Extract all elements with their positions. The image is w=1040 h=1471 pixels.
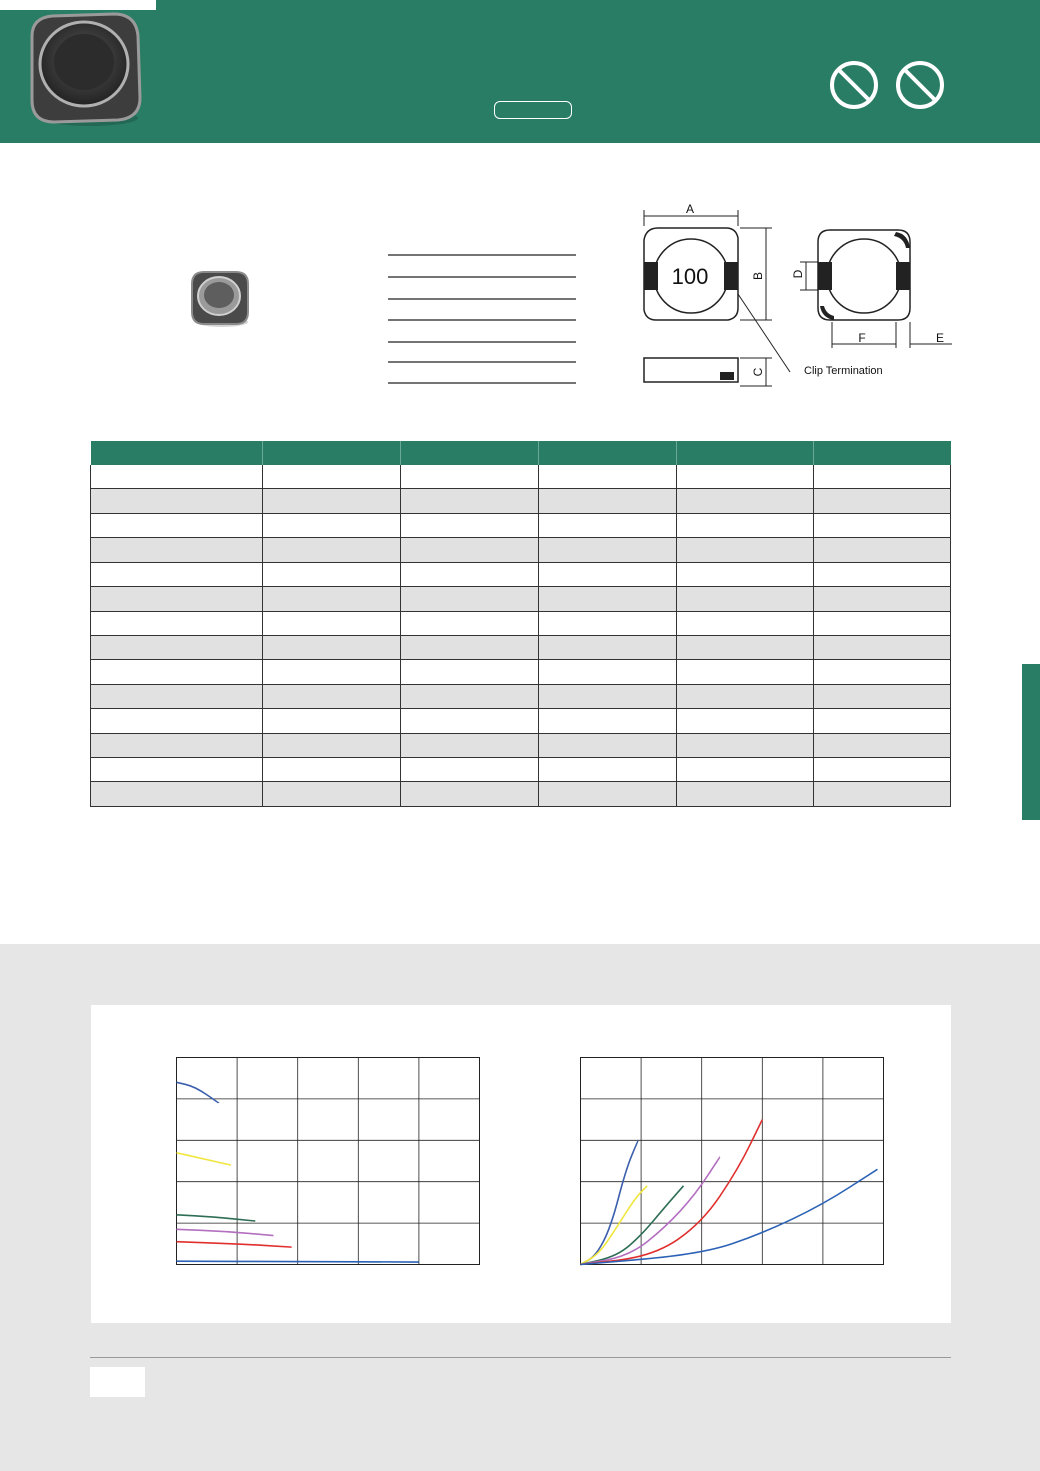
- header-band: [0, 0, 1040, 143]
- table-row: [91, 758, 951, 782]
- spec-lines: [388, 250, 578, 386]
- table-row: [91, 782, 951, 807]
- series-line-2: [177, 1153, 232, 1165]
- chart-panel: [91, 1005, 951, 1323]
- inductor-photo-large: [18, 6, 148, 130]
- marking-text: 100: [671, 264, 709, 289]
- compliance-icons: [828, 60, 950, 112]
- no-symbol-icon: [898, 63, 942, 107]
- table-header-row: [91, 441, 951, 465]
- series-line-5: [177, 1242, 292, 1247]
- chart-frame: [581, 1058, 884, 1265]
- table-header-cell: [677, 441, 814, 465]
- dim-b-label: B: [751, 271, 765, 281]
- series-line-6: [177, 1261, 419, 1262]
- dim-d-label: D: [791, 269, 805, 279]
- table-header-cell: [401, 441, 539, 465]
- clip-termination-label: Clip Termination: [804, 365, 883, 377]
- dimension-drawing: [630, 196, 960, 396]
- table-header-cell: [539, 441, 677, 465]
- table-row: [91, 465, 951, 489]
- table-row: [91, 489, 951, 513]
- table-row: [91, 611, 951, 635]
- series-line-1: [177, 1082, 219, 1103]
- table-header-cell: [814, 441, 951, 465]
- inductor-photo-small: [186, 268, 252, 330]
- page-number-tag: [90, 1367, 145, 1397]
- dim-a-label: A: [685, 202, 695, 216]
- series-line-4: [177, 1229, 274, 1235]
- table-row: [91, 684, 951, 708]
- table-row: [91, 733, 951, 757]
- series-line-3: [177, 1215, 256, 1221]
- side-section-tab: [1022, 664, 1040, 820]
- dim-f-label: F: [858, 331, 866, 345]
- table-header-cell: [263, 441, 401, 465]
- table-row: [91, 660, 951, 684]
- table-row: [91, 562, 951, 586]
- series-line-2: [581, 1186, 648, 1265]
- table-row: [91, 709, 951, 733]
- table-row: [91, 635, 951, 659]
- table-row: [91, 513, 951, 537]
- chart-right: [579, 1056, 885, 1266]
- table-row: [91, 587, 951, 611]
- dim-c-label: C: [751, 367, 765, 377]
- table-row: [91, 538, 951, 562]
- series-pill: [494, 101, 572, 119]
- dim-e-label: E: [935, 331, 945, 345]
- spec-table: [90, 441, 951, 807]
- footer-rule: [90, 1357, 951, 1358]
- chart-frame: [177, 1058, 480, 1265]
- no-symbol-icon: [832, 63, 876, 107]
- chart-left: [175, 1056, 481, 1266]
- table-header-cell: [91, 441, 263, 465]
